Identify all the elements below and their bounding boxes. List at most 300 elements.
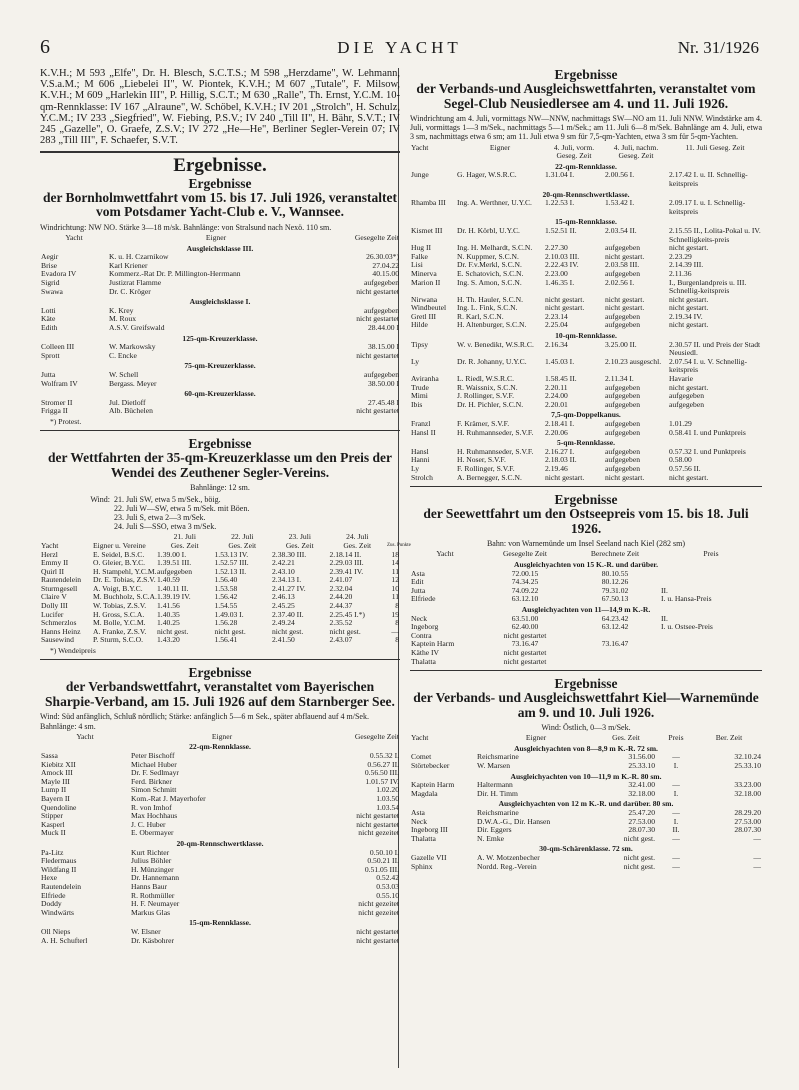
table-cell: Lump II bbox=[41, 785, 67, 795]
table-cell: Max Hochhaus bbox=[131, 811, 178, 821]
table-cell: nicht gestart. bbox=[605, 472, 645, 482]
table-cell: 0.53.03 bbox=[376, 881, 399, 891]
table-cell: 28.07.30 bbox=[628, 825, 655, 835]
results-table bbox=[410, 734, 762, 871]
table-cell: Ausgleichyachten von 11—14,9 m K.-R. bbox=[521, 604, 651, 614]
table-cell: Falke bbox=[411, 251, 428, 261]
table-cell: Aviranha bbox=[411, 374, 439, 384]
table-cell: Fledermaus bbox=[41, 856, 77, 866]
table-cell: Colleen III bbox=[41, 342, 75, 352]
table-cell: Hanns Heinz bbox=[41, 626, 81, 636]
table-cell: — bbox=[391, 626, 399, 636]
table-cell: Kaptein Harm bbox=[411, 639, 455, 649]
table-cell: Kommerz.-Rat Dr. P. Millington-Herrmann bbox=[109, 269, 241, 279]
table-row bbox=[410, 632, 762, 641]
table-cell: Neck bbox=[411, 613, 428, 623]
table-row bbox=[410, 401, 762, 410]
table-cell: E. Schatovich, S.C.N. bbox=[457, 268, 524, 278]
table-cell: Justizrat Flamme bbox=[109, 278, 162, 287]
table-cell: Bergass. Meyer bbox=[109, 378, 157, 388]
table-cell: 79.31.02 bbox=[601, 585, 629, 595]
table-cell: 0.50.21 II. bbox=[367, 856, 399, 866]
table-cell: 1.03.50 bbox=[376, 794, 399, 804]
table-cell: 1.52.51 II. bbox=[545, 225, 577, 235]
table-cell: 67.50.13 bbox=[601, 594, 629, 604]
table-cell: 2.32.04 bbox=[329, 583, 353, 593]
table-cell bbox=[660, 578, 762, 587]
table-cell: 73.16.47 bbox=[601, 639, 629, 649]
intro-paragraph: K.V.H.; M 593 „Elfe", Dr. H. Blesch, S.C.T.S.; M 598 „Herzdame", W. Lehmann, V.S.a.M.; M 606 „Liebelei II", W. Piontek, K.V.H.; M 607 „Tutale", F. Milsow, K.V.H.; M 609 „Harlekin III", P. Hillig, S.C.T.; M 630 „Ralle", Th. Ernst, Y.C.M. 10-qm-Rennklasse: IV 167 „Alraune", W. Schöbel, K.V.H.; IV 201 „Strolch", H. Schulz, Y.C.M.; IV 233 „Siegfried", W. Fiebing, P.S.V.; IV 240 „Till II", H. Bähr, S.V.T.; IV 245 „Gazelle", O. Graefe, Z.S.V.; IV 272 „He—He", Berliner Segler-Verein 07; IV 283 „Till III", F. Schaefer, S.V.T. bbox=[40, 68, 400, 147]
wind-line: 22. Juli W—SW, etwa 5 m/Sek. mit Böen. bbox=[114, 503, 250, 513]
table-cell: nicht gestart. bbox=[669, 303, 709, 313]
table-cell: 1.01.29 bbox=[669, 419, 692, 429]
table-cell: Quendoline bbox=[41, 802, 77, 812]
table-cell: II. bbox=[661, 613, 668, 623]
table-cell: Ing. L. Fink, S.C.N. bbox=[457, 303, 518, 313]
table-row bbox=[40, 928, 400, 937]
table-cell: Karl Kriener bbox=[109, 260, 148, 270]
table-cell: aufgegeben bbox=[605, 455, 640, 465]
section-heading: Ergebnisse bbox=[188, 436, 252, 452]
table-cell: 3.25.00 II. bbox=[605, 339, 637, 349]
col-header: 11. Juli Geseg. Zeit bbox=[685, 142, 745, 152]
table-row bbox=[40, 288, 400, 297]
wind-lines bbox=[114, 495, 249, 532]
table-cell: 1.56.41 bbox=[214, 635, 238, 645]
table-cell: nicht gestart. bbox=[669, 243, 709, 253]
table-cell: — bbox=[672, 853, 680, 863]
table-row bbox=[410, 279, 762, 296]
table-cell: 2.41.50 bbox=[272, 635, 295, 645]
table-cell: R. Waissnix, S.C.N. bbox=[457, 382, 518, 392]
table-cell: 2.44.37 bbox=[329, 601, 353, 611]
col-header: Ber. Zeit bbox=[715, 733, 743, 743]
table-cell: 38.15.00 I bbox=[367, 342, 399, 352]
table-cell: I. bbox=[673, 788, 679, 798]
table-cell: Marion II bbox=[411, 277, 441, 287]
table-cell: 2.39.41 IV. bbox=[329, 566, 364, 576]
table-cell: Alb. Büchelen bbox=[109, 406, 153, 416]
col-header: Berechnete Zeit bbox=[590, 549, 640, 559]
col-header: Eigner u. Vereine bbox=[93, 540, 146, 550]
table-cell: Michael Huber bbox=[131, 759, 177, 769]
table-cell: Tipsy bbox=[411, 339, 429, 349]
table-cell: Swawa bbox=[41, 286, 63, 296]
table-cell: 32.18.00 bbox=[628, 788, 655, 798]
table-cell: 1.40.11 II. bbox=[157, 583, 189, 593]
table-cell: Stipper bbox=[41, 811, 63, 821]
table-cell: 0.57.32 I. und Punktpreis bbox=[669, 446, 746, 456]
section-subheading: der Seewettfahrt um den Ostseepreis vom 15. bis 18. Juli 1926. bbox=[423, 506, 749, 536]
table-cell: Thalatta bbox=[411, 833, 436, 843]
table-cell: 62.40.00 bbox=[511, 622, 539, 632]
ostsee-section bbox=[410, 493, 762, 666]
table-cell: Ausgleichsklasse I. bbox=[189, 297, 251, 307]
table-row bbox=[40, 874, 400, 883]
table-cell: nicht gestart. bbox=[545, 472, 585, 482]
table-cell: H. Ruhmannseder, S.V.F. bbox=[457, 446, 534, 456]
results-table bbox=[40, 532, 411, 645]
table-row bbox=[410, 474, 762, 483]
table-cell: P. Sturm, S.C.O. bbox=[93, 635, 144, 645]
table-cell: Ausgleichsklasse III. bbox=[186, 243, 254, 253]
table-cell: aufgegeben bbox=[605, 427, 640, 437]
table-cell: aufgegeben bbox=[605, 419, 640, 429]
table-cell: Kom.-Rat J. Mayerhofer bbox=[131, 794, 206, 804]
table-cell: 12 bbox=[391, 575, 399, 585]
table-cell: 1.56.42 bbox=[214, 592, 238, 602]
class-heading-row bbox=[40, 296, 400, 307]
table-cell: Reichsmarine bbox=[477, 808, 519, 818]
table-cell: Simon Schmitt bbox=[131, 785, 177, 795]
table-cell: 1.52.13 II. bbox=[214, 566, 247, 576]
table-cell: 11 bbox=[391, 566, 399, 576]
table-cell bbox=[660, 632, 762, 641]
table-row bbox=[410, 762, 762, 771]
col-header-day: 23. Juli bbox=[288, 532, 311, 542]
col-header: Eigner bbox=[525, 733, 547, 743]
table-row bbox=[40, 636, 400, 645]
table-cell: Pa-Litz bbox=[41, 847, 64, 857]
table-cell: Hansl II bbox=[411, 427, 436, 437]
table-cell bbox=[660, 640, 762, 649]
race-meta: Wind: Östlich, 0—3 m/Sek. bbox=[541, 723, 631, 733]
page-number: 6 bbox=[40, 36, 50, 58]
table-cell: 2.14.39 III. bbox=[669, 260, 704, 270]
table-cell: 2.22.43 IV. bbox=[545, 260, 579, 270]
table-cell: — bbox=[672, 780, 680, 790]
table-cell: Edith bbox=[41, 322, 58, 332]
table-cell: 25.33.10 bbox=[628, 761, 655, 771]
table-cell: Thalatta bbox=[411, 656, 436, 666]
divider bbox=[40, 659, 400, 660]
table-cell: Dir. Eggers bbox=[477, 825, 512, 835]
table-cell: 2.24.00 bbox=[545, 391, 568, 401]
table-cell: Herzl bbox=[41, 549, 58, 559]
table-cell: 2.11.34 I. bbox=[605, 374, 634, 384]
table-cell: 27.04.22 bbox=[372, 260, 399, 270]
table-cell: W. v. Benedikt, W.S.R.C. bbox=[457, 339, 534, 349]
table-cell: Lucifer bbox=[41, 609, 64, 619]
table-cell: 1.02.20 bbox=[376, 785, 399, 795]
table-cell: 2.41.27 IV. bbox=[272, 583, 306, 593]
table-row bbox=[40, 866, 400, 875]
table-cell: 32.10.24 bbox=[734, 752, 761, 762]
table-row bbox=[410, 826, 762, 835]
table-row bbox=[40, 892, 400, 901]
table-cell: nicht gest. bbox=[623, 833, 655, 843]
table-cell: 2.10.03 III. bbox=[545, 251, 580, 261]
table-cell: Dr. H. Körbl, U.Y.C. bbox=[457, 225, 520, 235]
col-header: 4. Juli, nachm. Geseg. Zeit bbox=[613, 142, 659, 161]
col-header: Yacht bbox=[76, 731, 94, 741]
table-cell: Ly bbox=[411, 356, 420, 366]
table-cell: — bbox=[753, 833, 761, 843]
table-cell: Dr. H. Pichler, S.C.N. bbox=[457, 399, 524, 409]
table-row bbox=[40, 352, 400, 361]
table-cell: Gazelle VII bbox=[411, 853, 447, 863]
table-cell: A.S.V. Greifswald bbox=[109, 322, 165, 332]
table-cell: 1.39.51 III. bbox=[157, 558, 192, 568]
table-cell: nicht gestart. bbox=[669, 294, 709, 304]
table-cell: 0.58.41 I. und Punktpreis bbox=[669, 427, 746, 437]
table-cell: Ly bbox=[411, 463, 420, 473]
table-cell: 2.44.20 bbox=[329, 592, 353, 602]
table-cell: II. bbox=[661, 585, 668, 595]
table-cell: nicht gezeitet bbox=[358, 907, 399, 917]
table-cell: I. bbox=[673, 816, 679, 826]
table-cell bbox=[660, 658, 762, 667]
class-heading-row bbox=[40, 360, 400, 371]
table-cell: F. Rollinger, S.V.F. bbox=[457, 463, 515, 473]
table-cell: Hug II bbox=[411, 243, 432, 253]
table-cell: aufgegeben bbox=[605, 311, 640, 321]
table-cell: Sprott bbox=[41, 350, 60, 360]
table-cell: K. Krey bbox=[109, 305, 134, 315]
col-header: Ges. Zeit bbox=[170, 540, 199, 550]
results-table bbox=[410, 144, 762, 483]
table-cell: Minerva bbox=[411, 268, 437, 278]
table-cell: H. Noser, S.V.F. bbox=[457, 455, 506, 465]
table-cell: Elfriede bbox=[411, 594, 436, 604]
table-cell: 2.25.45 I.*) bbox=[329, 609, 365, 619]
table-cell: 1.53.42 I. bbox=[605, 198, 635, 208]
table-cell: 2.18.14 II. bbox=[329, 549, 362, 559]
page-header bbox=[40, 36, 759, 60]
table-cell: H. Stampehl, Y.C.M. bbox=[93, 566, 157, 576]
table-cell: nicht gezeitet bbox=[358, 828, 399, 838]
table-cell: 2.30.57 II. und Preis der Stadt Neusiedl. bbox=[669, 339, 761, 358]
race-meta: Windrichtung am 4. Juli, vormittags NW—NNW, nachmittags SW—NO am 11. Juli NNW. Windstärke am 4. Juli, vormittags 1—3 m/Sek., nachmittags 5—1 m/Sek.; am 11. Juli 6—8 m/Sek. Bahnlänge am 4. Juli, etwa 3 sm, nachmittags etwa 6 sm; am 11. Juli etwa 9 sm für 7,5-qm-Yachten, etwa 3 sm für 5-qm-Yachten. bbox=[410, 114, 762, 142]
table-cell: nicht gestartet bbox=[356, 935, 399, 945]
table-cell: O. Gleier, B.Y.C. bbox=[93, 558, 146, 568]
table-cell: nicht gestart. bbox=[605, 294, 645, 304]
table-cell: Sausewind bbox=[41, 635, 74, 645]
table-cell: 0.55.32 I. bbox=[369, 751, 399, 761]
table-cell: 63.12.10 bbox=[511, 594, 539, 604]
table-cell: Frigga II bbox=[41, 406, 68, 416]
col-header: Eigner bbox=[489, 142, 511, 152]
table-cell: 1.56.40 bbox=[214, 575, 238, 585]
class-heading-row bbox=[410, 843, 762, 854]
issue-number: Nr. 31/1926 bbox=[677, 38, 759, 57]
table-row bbox=[410, 854, 762, 863]
table-cell: nicht gestart. bbox=[545, 303, 585, 313]
race-meta: Wind: Süd anfänglich, Schluß nördlich; Stärke: anfänglich 5—6 m Sek., später abflauend auf 4 m/Sek. Bahnlänge: 4 sm. bbox=[40, 712, 369, 731]
table-cell: 73.16.47 bbox=[511, 639, 539, 649]
table-cell bbox=[570, 649, 660, 658]
table-cell: nicht gest. bbox=[623, 853, 655, 863]
table-cell: 0.55.10 bbox=[376, 890, 399, 900]
table-cell: Ausgleichyachten von 10—11,9 m K.-R. 80 sm. bbox=[510, 771, 662, 781]
footnote: *) Wendeipreis bbox=[50, 646, 96, 656]
divider bbox=[40, 430, 400, 431]
table-cell: 26.30.03*) bbox=[366, 252, 399, 262]
table-cell: 1.45.03 I. bbox=[545, 356, 575, 366]
table-row bbox=[410, 649, 762, 658]
table-cell: 15-qm-Rennklasse. bbox=[189, 918, 251, 928]
table-cell: Brise bbox=[41, 260, 58, 270]
section-heading: Ergebnisse bbox=[554, 676, 618, 692]
col-header: Eigner bbox=[211, 731, 233, 741]
table-cell: 2.49.24 bbox=[272, 618, 295, 628]
table-cell: Trude bbox=[411, 382, 429, 392]
table-cell: 7,5-qm-Doppelkanus. bbox=[551, 410, 621, 420]
table-cell: 2.18.03 II. bbox=[545, 455, 577, 465]
table-cell: aufgegeben bbox=[605, 320, 640, 330]
table-cell: nicht gestart. bbox=[545, 294, 585, 304]
race-meta: Windrichtung: NW NO. Stärke 3—18 m/sk. Bahnlänge: von Stralsund nach Nexö. 110 sm. bbox=[40, 222, 332, 232]
table-cell: — bbox=[672, 833, 680, 843]
table-cell: — bbox=[753, 853, 761, 863]
table-cell: Nordd. Reg.-Verein bbox=[477, 861, 537, 871]
table-cell: 28.07.30 bbox=[734, 825, 761, 835]
table-cell: Haltermann bbox=[477, 780, 513, 790]
table-cell: 31.56.00 bbox=[628, 752, 655, 762]
table-cell: 2.09.17 I. u. I. Schnellig-keitspreis bbox=[669, 198, 746, 216]
table-row bbox=[40, 812, 400, 821]
table-cell: R. Rothmüller bbox=[131, 890, 175, 900]
wind-line: 24. Juli S—SSO, etwa 3 m/Sek. bbox=[114, 522, 217, 532]
table-cell: nicht gestart. bbox=[669, 382, 709, 392]
table-cell: 8 bbox=[395, 635, 399, 645]
table-cell: 2.20.01 bbox=[545, 399, 568, 409]
table-row bbox=[410, 595, 762, 604]
table-cell: aufgegeben bbox=[364, 369, 399, 379]
table-cell: M. Bolle, Y.C.M. bbox=[93, 618, 146, 628]
table-cell: Dr. F.v.Merkl, S.C.N. bbox=[457, 260, 522, 270]
table-cell: Dr. R. Johanny, U.Y.C. bbox=[457, 356, 527, 366]
table-cell: aufgegeben bbox=[157, 566, 192, 576]
table-cell: 2.35.52 bbox=[329, 618, 353, 628]
table-cell: 1.58.45 II. bbox=[545, 374, 577, 384]
table-cell: Hilde bbox=[411, 320, 428, 330]
table-cell: 2.19.46 bbox=[545, 463, 568, 473]
table-row bbox=[40, 778, 400, 787]
table-cell: 2.23.00 bbox=[545, 268, 568, 278]
table-cell bbox=[660, 649, 762, 658]
table-cell: Hansl bbox=[411, 446, 429, 456]
table-cell: nicht gestartet bbox=[356, 811, 399, 821]
table-row bbox=[40, 900, 400, 909]
table-cell: 1.39.00 I. bbox=[157, 549, 187, 559]
table-cell: N. Emke bbox=[477, 833, 504, 843]
table-cell: nicht gestartet bbox=[356, 350, 399, 360]
table-cell: 1.40.25 bbox=[157, 618, 180, 628]
table-row bbox=[40, 324, 400, 333]
table-cell: Asta bbox=[411, 568, 425, 578]
table-cell: 1.39.19 IV. bbox=[157, 592, 191, 602]
table-row bbox=[410, 781, 762, 790]
table-cell: J. C. Huber bbox=[131, 819, 166, 829]
table-cell: Lisi bbox=[411, 260, 423, 270]
table-cell: 32.41.00 bbox=[628, 780, 655, 790]
table-cell: 63.12.42 bbox=[601, 622, 629, 632]
col-header: Preis bbox=[703, 549, 719, 559]
bornholm-section bbox=[40, 177, 400, 426]
col-header: Yacht bbox=[65, 233, 83, 243]
table-row bbox=[40, 821, 400, 830]
table-cell: Ausgleichyachten von 8—8,9 m K.-R. 72 sm. bbox=[514, 743, 658, 753]
table-row bbox=[40, 937, 400, 946]
table-cell: Rautendelein bbox=[41, 881, 82, 891]
table-cell: F. Krämer, S.V.F. bbox=[457, 419, 510, 429]
class-heading-row bbox=[40, 243, 400, 254]
table-cell: Dir. H. Timm bbox=[477, 788, 518, 798]
table-cell: 2.16.27 I. bbox=[545, 446, 575, 456]
table-cell: 33.23.00 bbox=[734, 780, 761, 790]
table-cell: 1.22.53 I. bbox=[545, 198, 575, 208]
table-cell: Mimi bbox=[411, 391, 428, 401]
table-cell: 1.53.13 IV. bbox=[214, 549, 249, 559]
table-cell: A. Franke, Z.S.V. bbox=[93, 626, 147, 636]
table-cell: 80.10.55 bbox=[601, 568, 629, 578]
table-cell: 2.27.30 bbox=[545, 243, 568, 253]
table-cell: — bbox=[672, 861, 680, 871]
table-cell: 1.40.35 bbox=[157, 609, 180, 619]
table-cell: 25.33.10 bbox=[734, 761, 761, 771]
table-cell: M. Buchholz, S.C.A. bbox=[93, 592, 157, 602]
table-cell: aufgegeben bbox=[605, 463, 640, 473]
table-cell: 20-qm-Rennschwertklasse. bbox=[542, 189, 630, 199]
table-cell: nicht gest. bbox=[157, 626, 189, 636]
table-cell: 38.50.00 I bbox=[367, 378, 399, 388]
table-row bbox=[40, 883, 400, 892]
table-cell: 40.15.00 bbox=[372, 269, 399, 279]
table-cell: nicht gestartet bbox=[356, 314, 399, 324]
col-header: Yacht bbox=[41, 540, 59, 550]
table-cell: 10-qm-Rennklasse. bbox=[555, 331, 617, 341]
col-header: Yacht bbox=[411, 733, 429, 743]
table-cell: 2.20.11 bbox=[545, 382, 568, 392]
table-cell: Comet bbox=[411, 752, 432, 762]
table-cell: H. Altenburger, S.C.N. bbox=[457, 320, 527, 330]
table-cell: Dr. Hannemann bbox=[131, 873, 180, 883]
table-cell: Kiebitz XII bbox=[41, 759, 76, 769]
table-cell: Sigrid bbox=[41, 278, 60, 287]
table-cell: Oll Nieps bbox=[41, 926, 71, 936]
class-heading-row bbox=[410, 559, 762, 570]
race-distance: Bahnlänge: 12 sm. bbox=[190, 483, 250, 493]
table-cell: I., Burgenlandpreis u. III. Schnellig-keitspreis bbox=[669, 277, 747, 296]
class-heading-row bbox=[40, 838, 400, 849]
col-header: Gesegelte Zeit bbox=[502, 549, 548, 559]
table-row bbox=[40, 769, 400, 778]
col-header bbox=[386, 533, 400, 542]
table-row bbox=[410, 753, 762, 762]
table-cell: nicht gestartet bbox=[503, 647, 547, 657]
sharpie-section bbox=[40, 666, 400, 945]
table-cell: 10 bbox=[391, 583, 399, 593]
table-cell: 20-qm-Rennschwertklasse. bbox=[176, 838, 264, 848]
table-cell: Quirl II bbox=[41, 566, 64, 576]
section-heading: Ergebnisse bbox=[554, 492, 618, 508]
table-cell: 1.43.20 bbox=[157, 635, 180, 645]
table-cell: aufgegeben bbox=[605, 399, 640, 409]
table-cell: 0.51.05 III. bbox=[364, 864, 399, 874]
table-cell: 72.00.15 bbox=[511, 568, 539, 578]
table-row bbox=[410, 358, 762, 375]
wind-label: Wind: bbox=[90, 494, 110, 504]
table-cell: nicht gestartet bbox=[356, 819, 399, 829]
table-cell: Kurt Richter bbox=[131, 847, 170, 857]
table-cell: Contra bbox=[411, 630, 432, 640]
left-column bbox=[40, 68, 411, 945]
table-cell: Windbeutel bbox=[411, 303, 447, 313]
table-cell: aufgegeben bbox=[669, 391, 704, 401]
table-cell: Dr. F. Sedlmayr bbox=[131, 768, 179, 778]
table-cell: 8 bbox=[395, 601, 399, 611]
